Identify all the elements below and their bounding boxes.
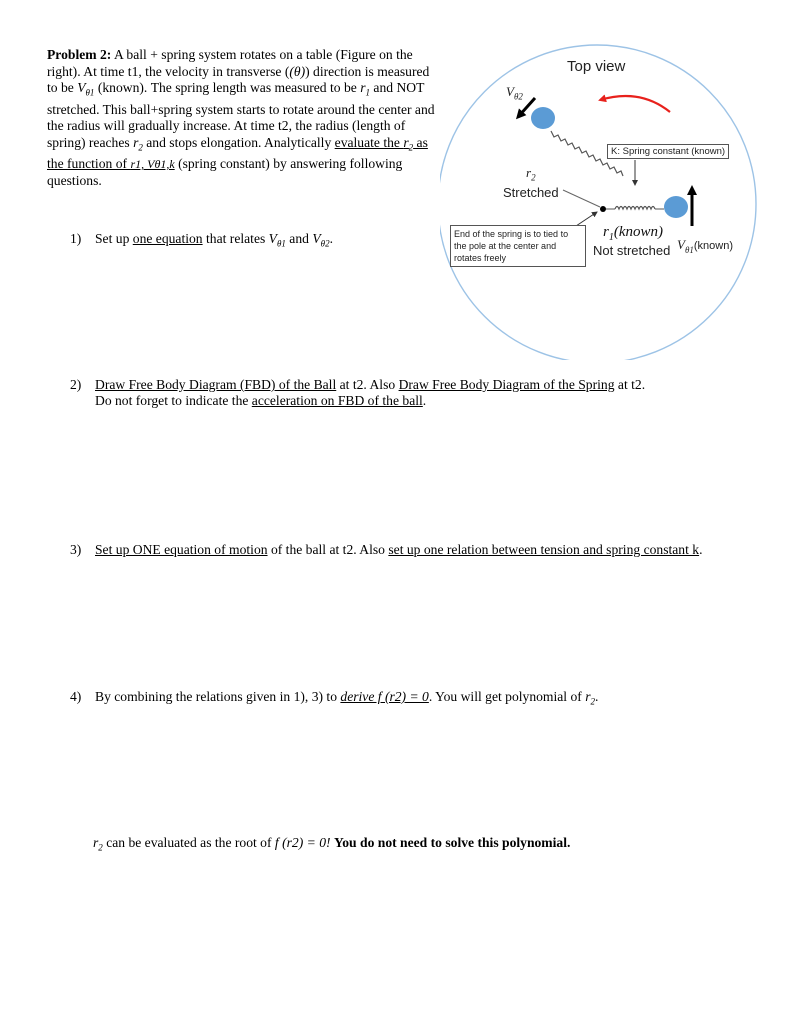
q4-end: . [595,689,599,704]
v-theta2-label: $V_{\theta 2}$ [506,84,523,102]
q1-underlined: one equation [132,231,203,246]
q1-number: 1) [70,231,82,246]
final-text-a: can be evaluated as the root of [102,835,275,850]
r2-line [563,190,600,207]
r2-symbol-2: $r_2$ [403,134,414,153]
q2-text-e: Do not forget to indicate the [95,393,252,408]
q1-v1: $V_{\theta 1}$ [268,231,286,249]
not-stretched-label: Not stretched [593,243,671,258]
q1-end: . [329,231,333,246]
intro-text-7: as the function of [47,134,428,171]
intro-text-4: and NOT stretched. This ball+spring system starts to rotate around the center and the radius will gradually increase. At time t2, the radius (length of spring) reaches [47,80,435,150]
final-equation: f (r2) = 0! [274,835,331,850]
rotation-direction-arrow [600,96,670,112]
intro-text-8: (spring constant) by answering following questions. [47,156,403,188]
q2-number: 2) [70,377,82,392]
final-note [93,835,570,856]
ball-stretched [531,107,555,129]
q2-text-a: Draw Free Body Diagram (FBD) of the Ball [95,377,337,392]
intro-symbol-list: r1, Vθ1,k [130,157,175,171]
intro-text-5: and stops elongation. Analytically [142,134,335,150]
q2-text-c: Draw Free Body Diagram of the Spring [398,377,615,392]
intro-text-3: (known). The spring length was measured to be [94,80,361,96]
q3-text-c: set up one relation between tension and spring constant k [388,542,700,557]
q1-and: and [285,231,313,246]
question-2-line2 [95,393,426,410]
rotation-circle [440,45,756,360]
q1-v2: $V_{\theta 2}$ [312,231,330,249]
problem-intro [47,47,439,189]
q4-r2: $r_2$ [585,689,595,707]
intro-text-2: ) direction is measured to be [47,63,430,96]
question-2 [70,377,645,394]
q4-text-b: derive f (r2) = 0 [340,689,429,704]
unstretched-spring [606,207,664,210]
q4-number: 4) [70,689,82,704]
final-text-b: You do not need to solve this polynomial. [333,835,571,850]
q1-text-a: Set up [95,231,133,246]
r2-label: $r_2$ [526,165,536,183]
q4-text-a: By combining the relations given in 1), 3) to [95,689,341,704]
q1-text-b: that relates [202,231,269,246]
v-theta1-label: $V_{\theta 1}(known)$ [677,237,733,256]
r1-symbol: $r_1$ [360,80,371,98]
q4-text-c: . You will get polynomial of [428,689,586,704]
intro-text-6: evaluate the [334,134,404,150]
figure-title: Top view [567,58,626,75]
intro-text-1: A ball + spring system rotates on a table (Figure on the right). At time t1, the velocity in transverse ( [47,47,413,79]
r1-known-label: $r_1(known)$ [603,224,663,243]
q2-text-d: at t2. [614,377,646,392]
ball-unstretched [664,196,688,218]
q2-text-g: . [422,393,427,408]
v-theta1-symbol: $V_{\theta 1}$ [77,80,95,98]
q3-text-b: of the ball at t2. Also [267,542,389,557]
r2-symbol: $r_2$ [133,134,143,153]
pole-description-box: End of the spring is to tied to the pole at the center and rotates freely [450,225,586,267]
figure-drawing [440,40,770,360]
question-1 [70,231,333,252]
theta-symbol: (θ) [289,63,306,79]
problem-label: Problem 2: [47,47,112,62]
q3-text-d: . [699,542,703,557]
top-view-figure [440,40,770,360]
spring-constant-box: K: Spring constant (known) [607,144,729,159]
center-pole [600,206,606,212]
question-4 [70,689,598,710]
stretched-label: Stretched [503,185,559,200]
q2-text-b: at t2. Also [336,377,399,392]
q2-text-f: acceleration on FBD of the ball [251,393,423,408]
q3-number: 3) [70,542,82,557]
question-3 [70,542,702,559]
q3-text-a: Set up ONE equation of motion [95,542,268,557]
final-r2: $r_2$ [93,835,103,853]
